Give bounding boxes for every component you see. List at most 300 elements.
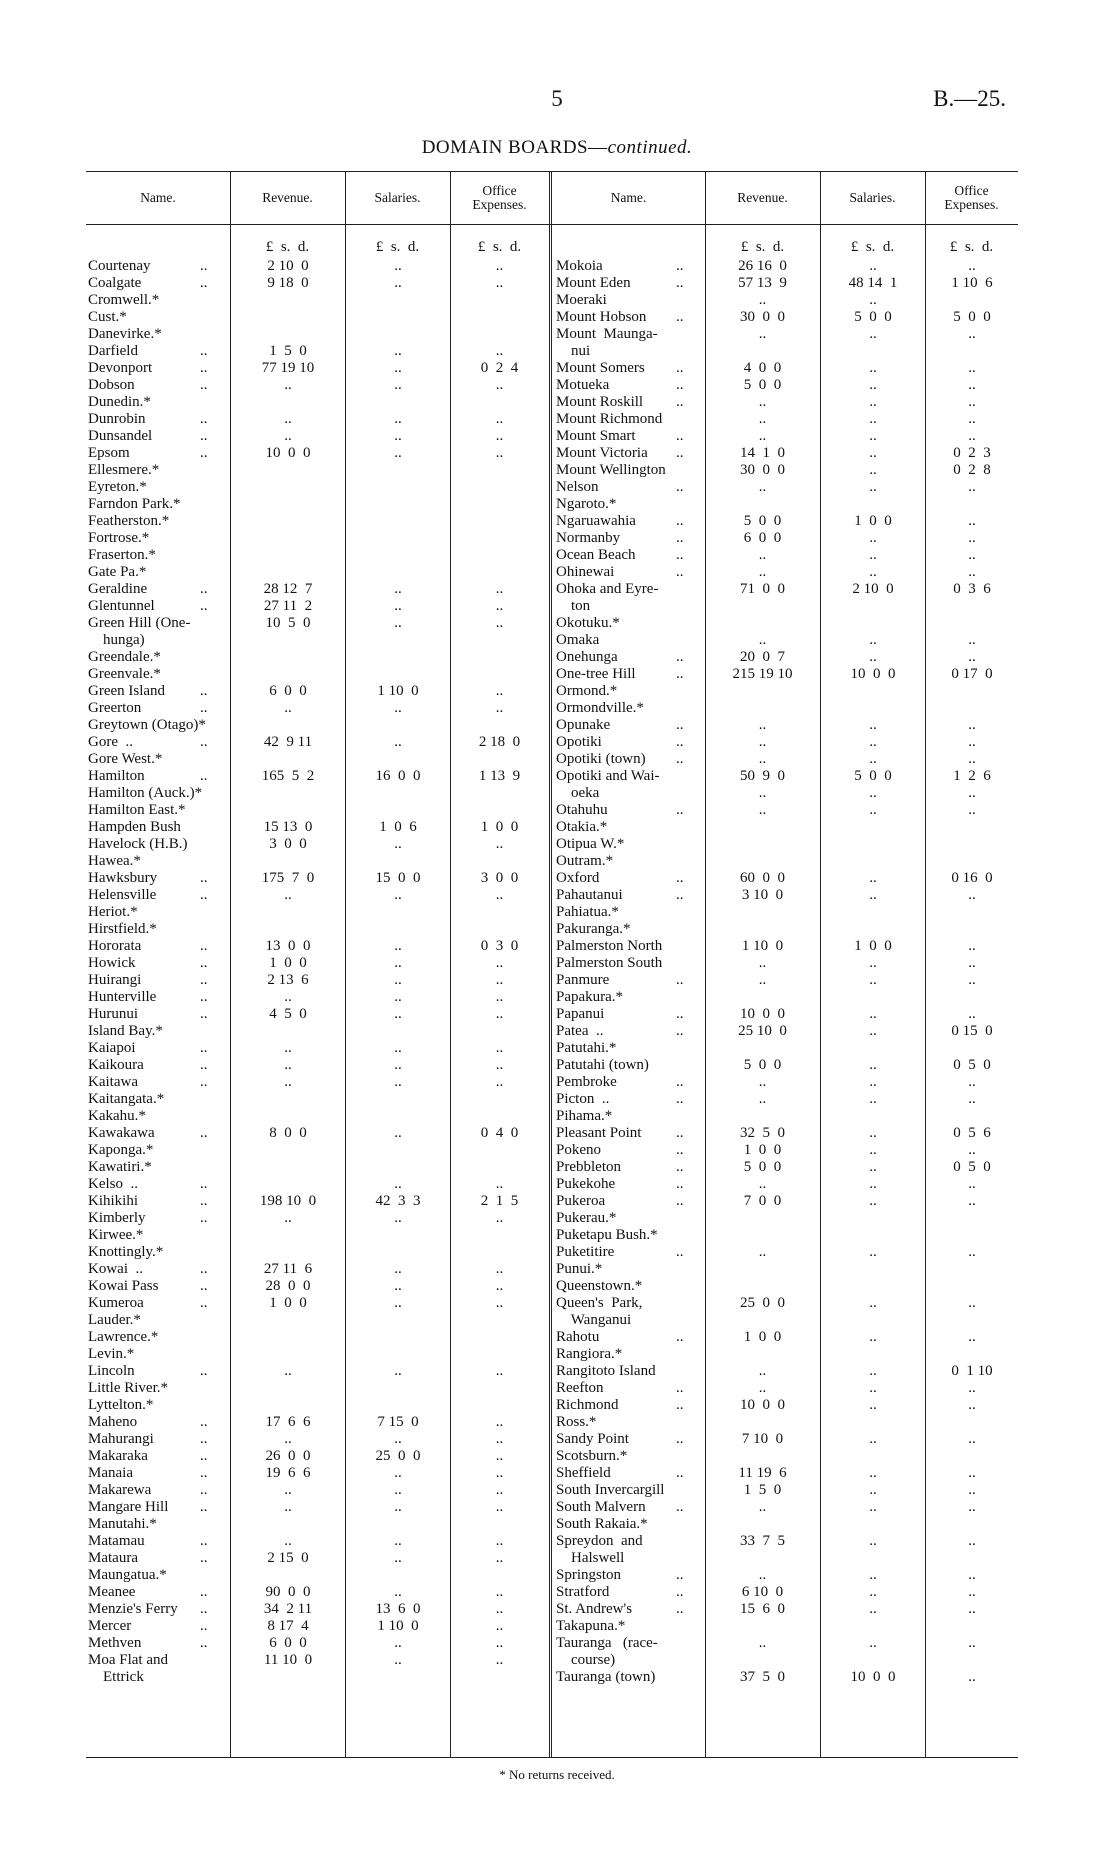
left-off-cell: 1 13 9 — [478, 768, 521, 784]
left-leader-dots: .. — [200, 1176, 208, 1192]
right-sal-cell: .. — [869, 1584, 877, 1600]
header-office-line2: Expenses. — [944, 196, 999, 212]
right-name-cell: Pukekohe — [556, 1176, 616, 1192]
left-rev-cell: 10 0 0 — [265, 445, 311, 461]
right-sal-cell: .. — [869, 1465, 877, 1481]
right-rev-cell: 71 0 0 — [740, 581, 785, 597]
right-off-cell: .. — [968, 649, 976, 665]
left-sal-cell: .. — [394, 1074, 402, 1090]
left-sal-cell: .. — [394, 1278, 402, 1294]
right-name-cell: Sandy Point — [556, 1431, 629, 1447]
right-sal-cell: 1 0 0 — [854, 938, 892, 954]
right-off-cell: .. — [968, 938, 976, 954]
right-name-cell: South Malvern — [556, 1499, 646, 1515]
left-rev-cell: 2 15 0 — [267, 1550, 309, 1566]
left-rev-cell: .. — [284, 1533, 292, 1549]
right-rev-cell: 1 0 0 — [743, 1329, 782, 1345]
right-name-cell: Omaka — [556, 632, 600, 648]
right-leader-dots: .. — [676, 1125, 684, 1141]
left-name-cell: Greerton — [88, 700, 142, 716]
left-rev-cell: .. — [284, 1210, 292, 1226]
right-rev-cell: 25 0 0 — [740, 1295, 785, 1311]
left-off-cell: .. — [495, 836, 504, 852]
left-name-cell: Lyttelton.* — [88, 1397, 154, 1413]
left-rev-cell: .. — [284, 1363, 292, 1379]
right-rev-cell: 6 0 0 — [743, 530, 782, 546]
left-sal-cell: .. — [394, 428, 402, 444]
header-name-right: Name. — [610, 189, 647, 205]
left-name-cell: Ellesmere.* — [88, 462, 160, 478]
left-rev-cell: 198 10 0 — [259, 1193, 317, 1209]
left-name-cell: Hamilton — [88, 768, 145, 784]
left-sal-cell: .. — [394, 615, 402, 631]
left-sal-cell: .. — [394, 598, 402, 614]
right-off-cell: .. — [968, 1176, 976, 1192]
left-rev-cell: .. — [284, 989, 292, 1005]
left-sal-cell: 7 15 0 — [377, 1414, 419, 1430]
right-sal-cell: .. — [869, 1125, 877, 1141]
left-name-cell: Meanee — [88, 1584, 136, 1600]
left-rev-cell: .. — [284, 1431, 292, 1447]
left-name-cell: Lawrence.* — [88, 1329, 159, 1345]
left-sal-cell: .. — [394, 1584, 402, 1600]
left-rev-cell: 175 7 0 — [261, 870, 315, 886]
right-rev-cell: 25 10 0 — [738, 1023, 787, 1039]
footnote: * No returns received. — [499, 1767, 615, 1782]
right-off-cell: .. — [968, 1380, 976, 1396]
right-off-cell: .. — [968, 1584, 976, 1600]
left-leader-dots: .. — [200, 870, 208, 886]
left-name-cell: Kowai Pass — [88, 1278, 159, 1294]
left-off-cell: .. — [495, 1499, 504, 1515]
left-sal-cell: 13 6 0 — [375, 1601, 421, 1617]
right-sal-cell: .. — [869, 428, 877, 444]
left-rev-cell: .. — [284, 1482, 292, 1498]
right-name-cell: Okotuku.* — [556, 615, 620, 631]
left-leader-dots: .. — [200, 1193, 208, 1209]
right-rev-cell: .. — [758, 1176, 767, 1192]
left-name-cell: Little River.* — [88, 1380, 168, 1396]
left-rev-cell: 27 11 6 — [263, 1261, 313, 1277]
left-rev-cell: 8 0 0 — [269, 1125, 307, 1141]
left-off-cell: .. — [495, 1584, 504, 1600]
right-sal-cell: .. — [869, 1380, 877, 1396]
left-leader-dots: .. — [200, 581, 208, 597]
right-name-cell: Opunake — [556, 717, 611, 733]
left-name-cell: Gore West.* — [88, 751, 163, 767]
right-rev-cell: 1 0 0 — [743, 1142, 782, 1158]
right-sal-cell: .. — [869, 1635, 877, 1651]
right-name-cell: Ohinewai — [556, 564, 615, 580]
left-sal-cell: .. — [394, 955, 402, 971]
left-name-cell: Cromwell.* — [88, 292, 160, 308]
left-name-cell: Mangare Hill — [88, 1499, 169, 1515]
left-off-cell: .. — [495, 1057, 504, 1073]
left-leader-dots: .. — [200, 1499, 208, 1515]
right-rev-cell: .. — [758, 734, 767, 750]
right-off-cell: 1 10 6 — [951, 275, 993, 291]
right-leader-dots: .. — [676, 1006, 684, 1022]
right-off-cell: .. — [968, 1091, 976, 1107]
right-off-cell: .. — [968, 1006, 976, 1022]
right-name-cell: Opotiki (town) — [556, 751, 646, 767]
right-name-cell: Papakura.* — [556, 989, 624, 1005]
left-rev-cell: 1 0 0 — [269, 955, 307, 971]
right-name-cell: Opotiki — [556, 734, 602, 750]
right-off-cell: 0 17 0 — [951, 666, 993, 682]
left-name-cell: Hawksbury — [88, 870, 158, 886]
right-name-cell: Oxford — [556, 870, 600, 886]
right-name-cell: South Rakaia.* — [556, 1516, 648, 1532]
left-name-cell: Featherston.* — [88, 513, 170, 529]
right-off-cell: .. — [968, 1482, 976, 1498]
left-leader-dots: .. — [200, 1584, 208, 1600]
right-name-cell: Ohoka and Eyre- — [556, 581, 659, 597]
right-name-cell: Ngaruawahia — [556, 513, 636, 529]
left-sal-cell: .. — [394, 1635, 402, 1651]
left-name-cell: Hamilton (Auck.)* — [88, 785, 203, 801]
left-name-cell: Fraserton.* — [88, 547, 156, 563]
left-leader-dots: .. — [200, 1431, 208, 1447]
right-name-cell: Ocean Beach — [556, 547, 636, 563]
left-sal-cell: .. — [394, 1057, 402, 1073]
right-rev-cell: 20 0 7 — [740, 649, 785, 665]
left-leader-dots: .. — [200, 1533, 208, 1549]
right-sal-cell: .. — [869, 1601, 877, 1617]
right-leader-dots: .. — [676, 1159, 684, 1175]
left-sal-cell: .. — [394, 1125, 402, 1141]
left-name-cell: Kaiapoi — [88, 1040, 136, 1056]
units-salaries-left: £ s. d. — [375, 239, 420, 255]
left-leader-dots: .. — [200, 972, 208, 988]
left-off-cell: 2 1 5 — [480, 1193, 519, 1209]
right-leader-dots: .. — [676, 309, 684, 325]
right-name-cell: Mount Smart — [556, 428, 636, 444]
left-name-cell: Gate Pa.* — [88, 564, 147, 580]
right-sal-cell: .. — [869, 649, 877, 665]
left-sal-cell: 1 10 0 — [377, 1618, 419, 1634]
header-office-line1: Office — [954, 182, 989, 198]
left-rev-cell: 34 2 11 — [263, 1601, 313, 1617]
right-name-cell: Ross.* — [556, 1414, 597, 1430]
right-sal-cell: .. — [869, 411, 877, 427]
left-name-cell: Kawakawa — [88, 1125, 155, 1141]
left-rev-cell: 3 0 0 — [269, 836, 307, 852]
right-off-cell: .. — [968, 326, 976, 342]
table-header-rule — [86, 224, 1018, 225]
left-rev-cell: .. — [284, 1499, 292, 1515]
left-name-cell: Hampden Bush — [88, 819, 181, 835]
right-rev-cell: .. — [758, 785, 767, 801]
right-off-cell: 1 2 6 — [953, 768, 991, 784]
right-sal-cell: .. — [869, 632, 877, 648]
right-name-cell: Queenstown.* — [556, 1278, 643, 1294]
right-sal-cell: .. — [869, 445, 877, 461]
left-name-cell: Kimberly — [88, 1210, 146, 1226]
left-name-cell: Mercer — [88, 1618, 132, 1634]
left-name-cell: Levin.* — [88, 1346, 135, 1362]
left-leader-dots: .. — [200, 700, 208, 716]
right-off-cell: .. — [968, 972, 976, 988]
left-name-cell: Heriot.* — [88, 904, 138, 920]
right-off-cell: .. — [968, 785, 976, 801]
left-name-cell: Mahurangi — [88, 1431, 154, 1447]
right-sal-cell: 1 0 0 — [854, 513, 892, 529]
right-rev-cell: 37 5 0 — [740, 1669, 785, 1685]
right-name-cell: ton — [556, 598, 591, 614]
right-name-cell: Palmerston South — [556, 955, 663, 971]
right-rev-cell: .. — [758, 394, 767, 410]
right-off-cell: .. — [968, 258, 976, 274]
right-name-cell: Prebbleton — [556, 1159, 621, 1175]
left-off-cell: 0 2 4 — [480, 360, 519, 376]
left-name-cell: Kaitawa — [88, 1074, 138, 1090]
left-name-cell: Kawatiri.* — [88, 1159, 152, 1175]
right-name-cell: Mount Eden — [556, 275, 631, 291]
right-rev-cell: .. — [758, 1091, 767, 1107]
left-name-cell: Hamilton East.* — [88, 802, 186, 818]
right-name-cell: Patutahi (town) — [556, 1057, 649, 1073]
right-sal-cell: .. — [869, 717, 877, 733]
right-off-cell: .. — [968, 530, 976, 546]
right-leader-dots: .. — [676, 1601, 684, 1617]
right-rev-cell: 7 0 0 — [743, 1193, 782, 1209]
left-sal-cell: 1 10 0 — [377, 683, 419, 699]
left-leader-dots: .. — [200, 1210, 208, 1226]
right-off-cell: .. — [968, 1465, 976, 1481]
column-divider — [230, 171, 231, 1757]
left-sal-cell: 42 3 3 — [375, 1193, 421, 1209]
left-leader-dots: .. — [200, 734, 208, 750]
units-office-left: £ s. d. — [477, 239, 522, 255]
left-name-cell: Epsom — [88, 445, 130, 461]
left-sal-cell: .. — [394, 360, 402, 376]
right-rev-cell: 33 7 5 — [740, 1533, 785, 1549]
left-sal-cell: .. — [394, 1499, 402, 1515]
left-leader-dots: .. — [200, 989, 208, 1005]
right-rev-cell: .. — [758, 1074, 767, 1090]
left-leader-dots: .. — [200, 1074, 208, 1090]
title-main: DOMAIN BOARDS— — [421, 137, 608, 158]
right-name-cell: Mount Maunga- — [556, 326, 658, 342]
left-sal-cell: .. — [394, 1652, 402, 1668]
right-off-cell: .. — [968, 1499, 976, 1515]
left-name-cell: Matamau — [88, 1533, 145, 1549]
right-rev-cell: .. — [758, 1567, 767, 1583]
right-name-cell: course) — [556, 1652, 616, 1668]
left-rev-cell: .. — [284, 1057, 292, 1073]
right-rev-cell: .. — [758, 479, 767, 495]
right-off-cell: 0 2 3 — [953, 445, 991, 461]
right-name-cell: South Invercargill — [556, 1482, 665, 1498]
right-sal-cell: .. — [869, 377, 877, 393]
right-leader-dots: .. — [676, 1499, 684, 1515]
left-off-cell: .. — [495, 972, 504, 988]
left-sal-cell: .. — [394, 887, 402, 903]
left-rev-cell: 77 19 10 — [261, 360, 315, 376]
right-rev-cell: 1 5 0 — [743, 1482, 782, 1498]
left-off-cell: .. — [495, 1414, 504, 1430]
right-name-cell: Otipua W.* — [556, 836, 625, 852]
right-name-cell: Ormond.* — [556, 683, 618, 699]
left-leader-dots: .. — [200, 445, 208, 461]
left-off-cell: .. — [495, 955, 504, 971]
right-rev-cell: 15 6 0 — [740, 1601, 785, 1617]
left-off-cell: .. — [495, 1618, 504, 1634]
right-rev-cell: .. — [758, 564, 767, 580]
right-rev-cell: 10 0 0 — [740, 1397, 785, 1413]
right-off-cell: .. — [968, 360, 976, 376]
left-name-cell: Greytown (Otago)* — [88, 717, 206, 733]
right-rev-cell: 5 0 0 — [743, 1057, 782, 1073]
left-off-cell: .. — [495, 1295, 504, 1311]
right-off-cell: .. — [968, 564, 976, 580]
left-rev-cell: 27 11 2 — [263, 598, 313, 614]
right-sal-cell: .. — [869, 530, 877, 546]
left-leader-dots: .. — [200, 1414, 208, 1430]
left-name-cell: Fortrose.* — [88, 530, 150, 546]
left-sal-cell: .. — [394, 1006, 402, 1022]
left-sal-cell: .. — [394, 377, 402, 393]
header-revenue-left: Revenue. — [262, 189, 313, 205]
right-sal-cell: .. — [869, 258, 877, 274]
right-name-cell: Ormondville.* — [556, 700, 644, 716]
right-leader-dots: .. — [676, 547, 684, 563]
right-leader-dots: .. — [676, 751, 684, 767]
right-name-cell: Puketitire — [556, 1244, 615, 1260]
left-rev-cell: 8 17 4 — [267, 1618, 309, 1634]
right-name-cell: Springston — [556, 1567, 622, 1583]
left-leader-dots: .. — [200, 1057, 208, 1073]
right-sal-cell: .. — [869, 1363, 877, 1379]
left-leader-dots: .. — [200, 411, 208, 427]
right-sal-cell: 48 14 1 — [848, 275, 898, 291]
left-rev-cell: 6 0 0 — [269, 1635, 307, 1651]
right-sal-cell: 10 0 0 — [850, 1669, 896, 1685]
right-off-cell: .. — [968, 1567, 976, 1583]
left-sal-cell: .. — [394, 581, 402, 597]
left-off-cell: .. — [495, 1465, 504, 1481]
units-office-right: £ s. d. — [949, 239, 994, 255]
right-name-cell: Onehunga — [556, 649, 618, 665]
left-off-cell: .. — [495, 1652, 504, 1668]
right-sal-cell: .. — [869, 1244, 877, 1260]
right-off-cell: 0 5 6 — [953, 1125, 991, 1141]
right-leader-dots: .. — [676, 564, 684, 580]
right-name-cell: Pleasant Point — [556, 1125, 642, 1141]
right-off-cell: .. — [968, 411, 976, 427]
right-rev-cell: 32 5 0 — [740, 1125, 785, 1141]
left-name-cell: Kowai .. — [88, 1261, 143, 1277]
right-name-cell: Outram.* — [556, 853, 614, 869]
left-name-cell: Kaitangata.* — [88, 1091, 165, 1107]
left-off-cell: .. — [495, 683, 504, 699]
right-sal-cell: .. — [869, 972, 877, 988]
left-leader-dots: .. — [200, 955, 208, 971]
left-name-cell: Hirstfield.* — [88, 921, 157, 937]
right-name-cell: Pihama.* — [556, 1108, 613, 1124]
right-leader-dots: .. — [676, 1074, 684, 1090]
right-off-cell: .. — [968, 394, 976, 410]
left-leader-dots: .. — [200, 428, 208, 444]
left-sal-cell: .. — [394, 1482, 402, 1498]
left-off-cell: .. — [495, 377, 504, 393]
left-name-cell: Makarewa — [88, 1482, 152, 1498]
right-name-cell: Mokoia — [556, 258, 603, 274]
right-name-cell: Queen's Park, — [556, 1295, 643, 1311]
left-name-cell: Lauder.* — [88, 1312, 141, 1328]
right-rev-cell: .. — [758, 428, 767, 444]
right-name-cell: Mount Hobson — [556, 309, 647, 325]
left-off-cell: .. — [495, 887, 504, 903]
left-sal-cell: .. — [394, 1261, 402, 1277]
page-number: 5 — [551, 86, 563, 111]
units-revenue-right: £ s. d. — [740, 239, 785, 255]
left-name-cell: Howick — [88, 955, 136, 971]
right-sal-cell: 5 0 0 — [854, 768, 892, 784]
left-name-cell: Helensville — [88, 887, 157, 903]
right-name-cell: Reefton — [556, 1380, 604, 1396]
header-office-left — [450, 171, 549, 224]
right-leader-dots: .. — [676, 887, 684, 903]
header-salaries-right: Salaries. — [849, 189, 896, 205]
left-rev-cell: 11 10 0 — [263, 1652, 313, 1668]
left-rev-cell: 28 0 0 — [265, 1278, 311, 1294]
page-title — [0, 137, 1114, 159]
left-name-cell: Green Island — [88, 683, 166, 699]
left-sal-cell: .. — [394, 1431, 402, 1447]
left-leader-dots: .. — [200, 938, 208, 954]
left-leader-dots: .. — [200, 683, 208, 699]
left-leader-dots: .. — [200, 1278, 208, 1294]
right-name-cell: Mount Somers — [556, 360, 645, 376]
left-off-cell: .. — [495, 1448, 504, 1464]
right-sal-cell: .. — [869, 1482, 877, 1498]
right-sal-cell: .. — [869, 1295, 877, 1311]
left-leader-dots: .. — [200, 1006, 208, 1022]
right-name-cell: Puketapu Bush.* — [556, 1227, 658, 1243]
right-leader-dots: .. — [676, 1023, 684, 1039]
right-leader-dots: .. — [676, 649, 684, 665]
left-off-cell: .. — [495, 598, 504, 614]
right-name-cell: Opotiki and Wai- — [556, 768, 660, 784]
left-off-cell: .. — [495, 411, 504, 427]
right-sal-cell: .. — [869, 1057, 877, 1073]
right-rev-cell: .. — [758, 632, 767, 648]
left-name-cell: Dunsandel — [88, 428, 153, 444]
left-name-cell: hunga) — [88, 632, 145, 648]
right-name-cell: One-tree Hill — [556, 666, 636, 682]
right-sal-cell: .. — [869, 479, 877, 495]
left-sal-cell: 16 0 0 — [375, 768, 421, 784]
right-rev-cell: 5 0 0 — [743, 1159, 782, 1175]
left-name-cell: Hawea.* — [88, 853, 141, 869]
left-off-cell: .. — [495, 615, 504, 631]
left-off-cell: .. — [495, 258, 504, 274]
right-sal-cell: .. — [869, 1567, 877, 1583]
right-rev-cell: 215 19 10 — [732, 666, 793, 682]
left-name-cell: Kihikihi — [88, 1193, 139, 1209]
right-leader-dots: .. — [676, 428, 684, 444]
right-name-cell: Pahautanui — [556, 887, 623, 903]
left-sal-cell: .. — [394, 275, 402, 291]
right-sal-cell: .. — [869, 1006, 877, 1022]
right-rev-cell: 14 1 0 — [740, 445, 785, 461]
left-name-cell: Kakahu.* — [88, 1108, 146, 1124]
right-sal-cell: .. — [869, 1142, 877, 1158]
right-name-cell: Wanganui — [556, 1312, 632, 1328]
right-sal-cell: .. — [869, 1023, 877, 1039]
